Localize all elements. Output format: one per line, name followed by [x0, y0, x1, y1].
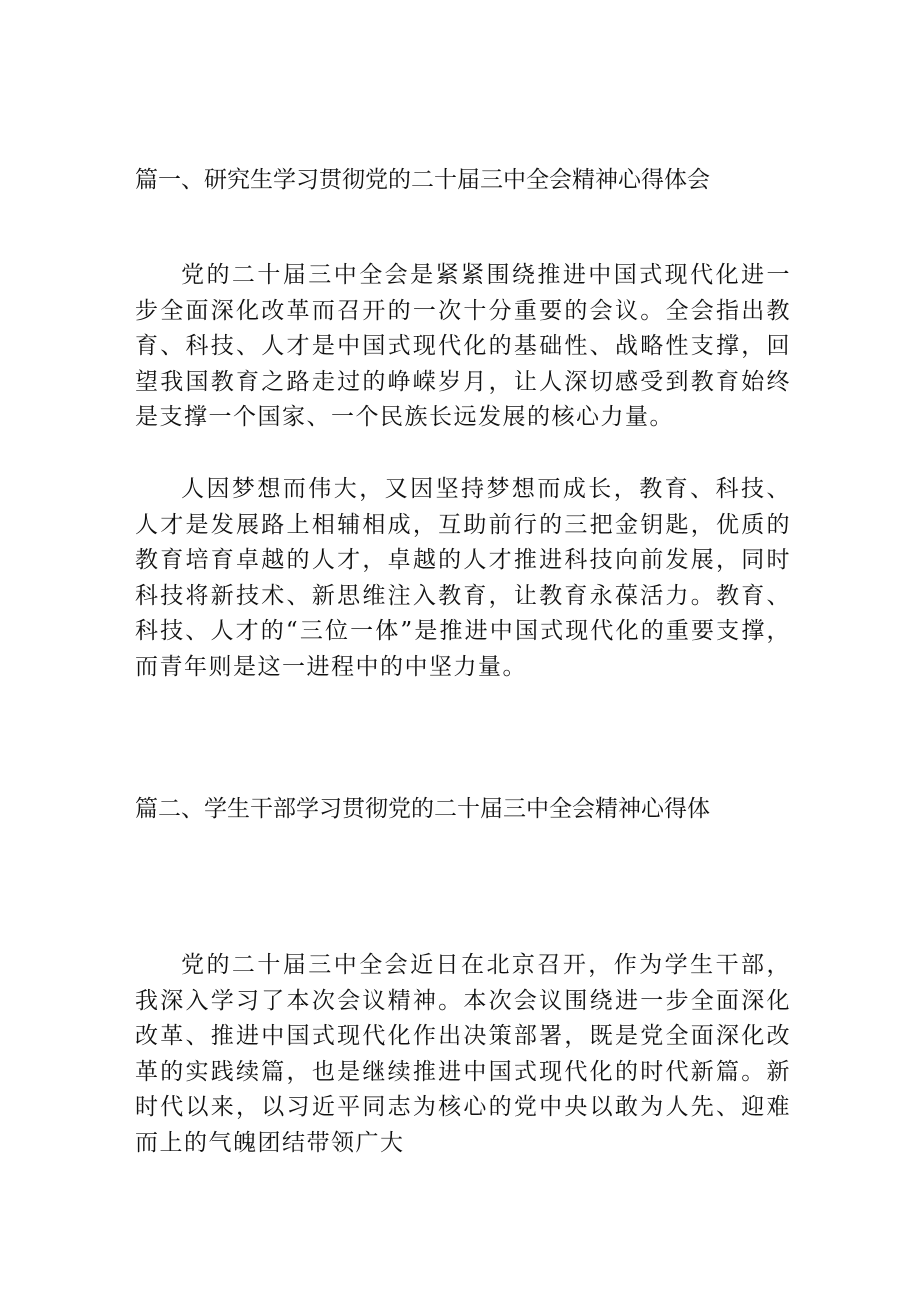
section-2-heading: 篇二、学生干部学习贯彻党的二十届三中全会精神心得体	[135, 796, 710, 822]
section-1-paragraph-1: 党的二十届三中全会是紧紧围绕推进中国式现代化进一步全面深化改革而召开的一次十分重要的会议。全会指出教育、科技、人才是中国式现代化的基础性、战略性支撑，回望我国教育之路走过的峥嵘岁月，让人深切感受到教育始终是支撑一个国家、一个民族长远发展的核心力量。	[135, 262, 791, 431]
section-1-paragraph-2: 人因梦想而伟大，又因坚持梦想而成长，教育、科技、人才是发展路上相辅相成，互助前行的三把金钥匙，优质的教育培育卓越的人才，卓越的人才推进科技向前发展，同时科技将新技术、新思维注入教育，让教育永葆活力。教育、科技、人才的“三位一体”是推进中国式现代化的重要支撑，而青年则是这一进程中的中坚力量。	[135, 476, 791, 680]
section-1-heading: 篇一、研究生学习贯彻党的二十届三中全会精神心得体会	[135, 167, 710, 193]
section-2-paragraph-1: 党的二十届三中全会近日在北京召开，作为学生干部，我深入学习了本次会议精神。本次会议围绕进一步全面深化改革、推进中国式现代化作出决策部署，既是党全面深化改革的实践续篇，也是继续推进中国式现代化的时代新篇。新时代以来，以习近平同志为核心的党中央以敢为人先、迎难而上的气魄团结带领广大	[135, 952, 791, 1156]
